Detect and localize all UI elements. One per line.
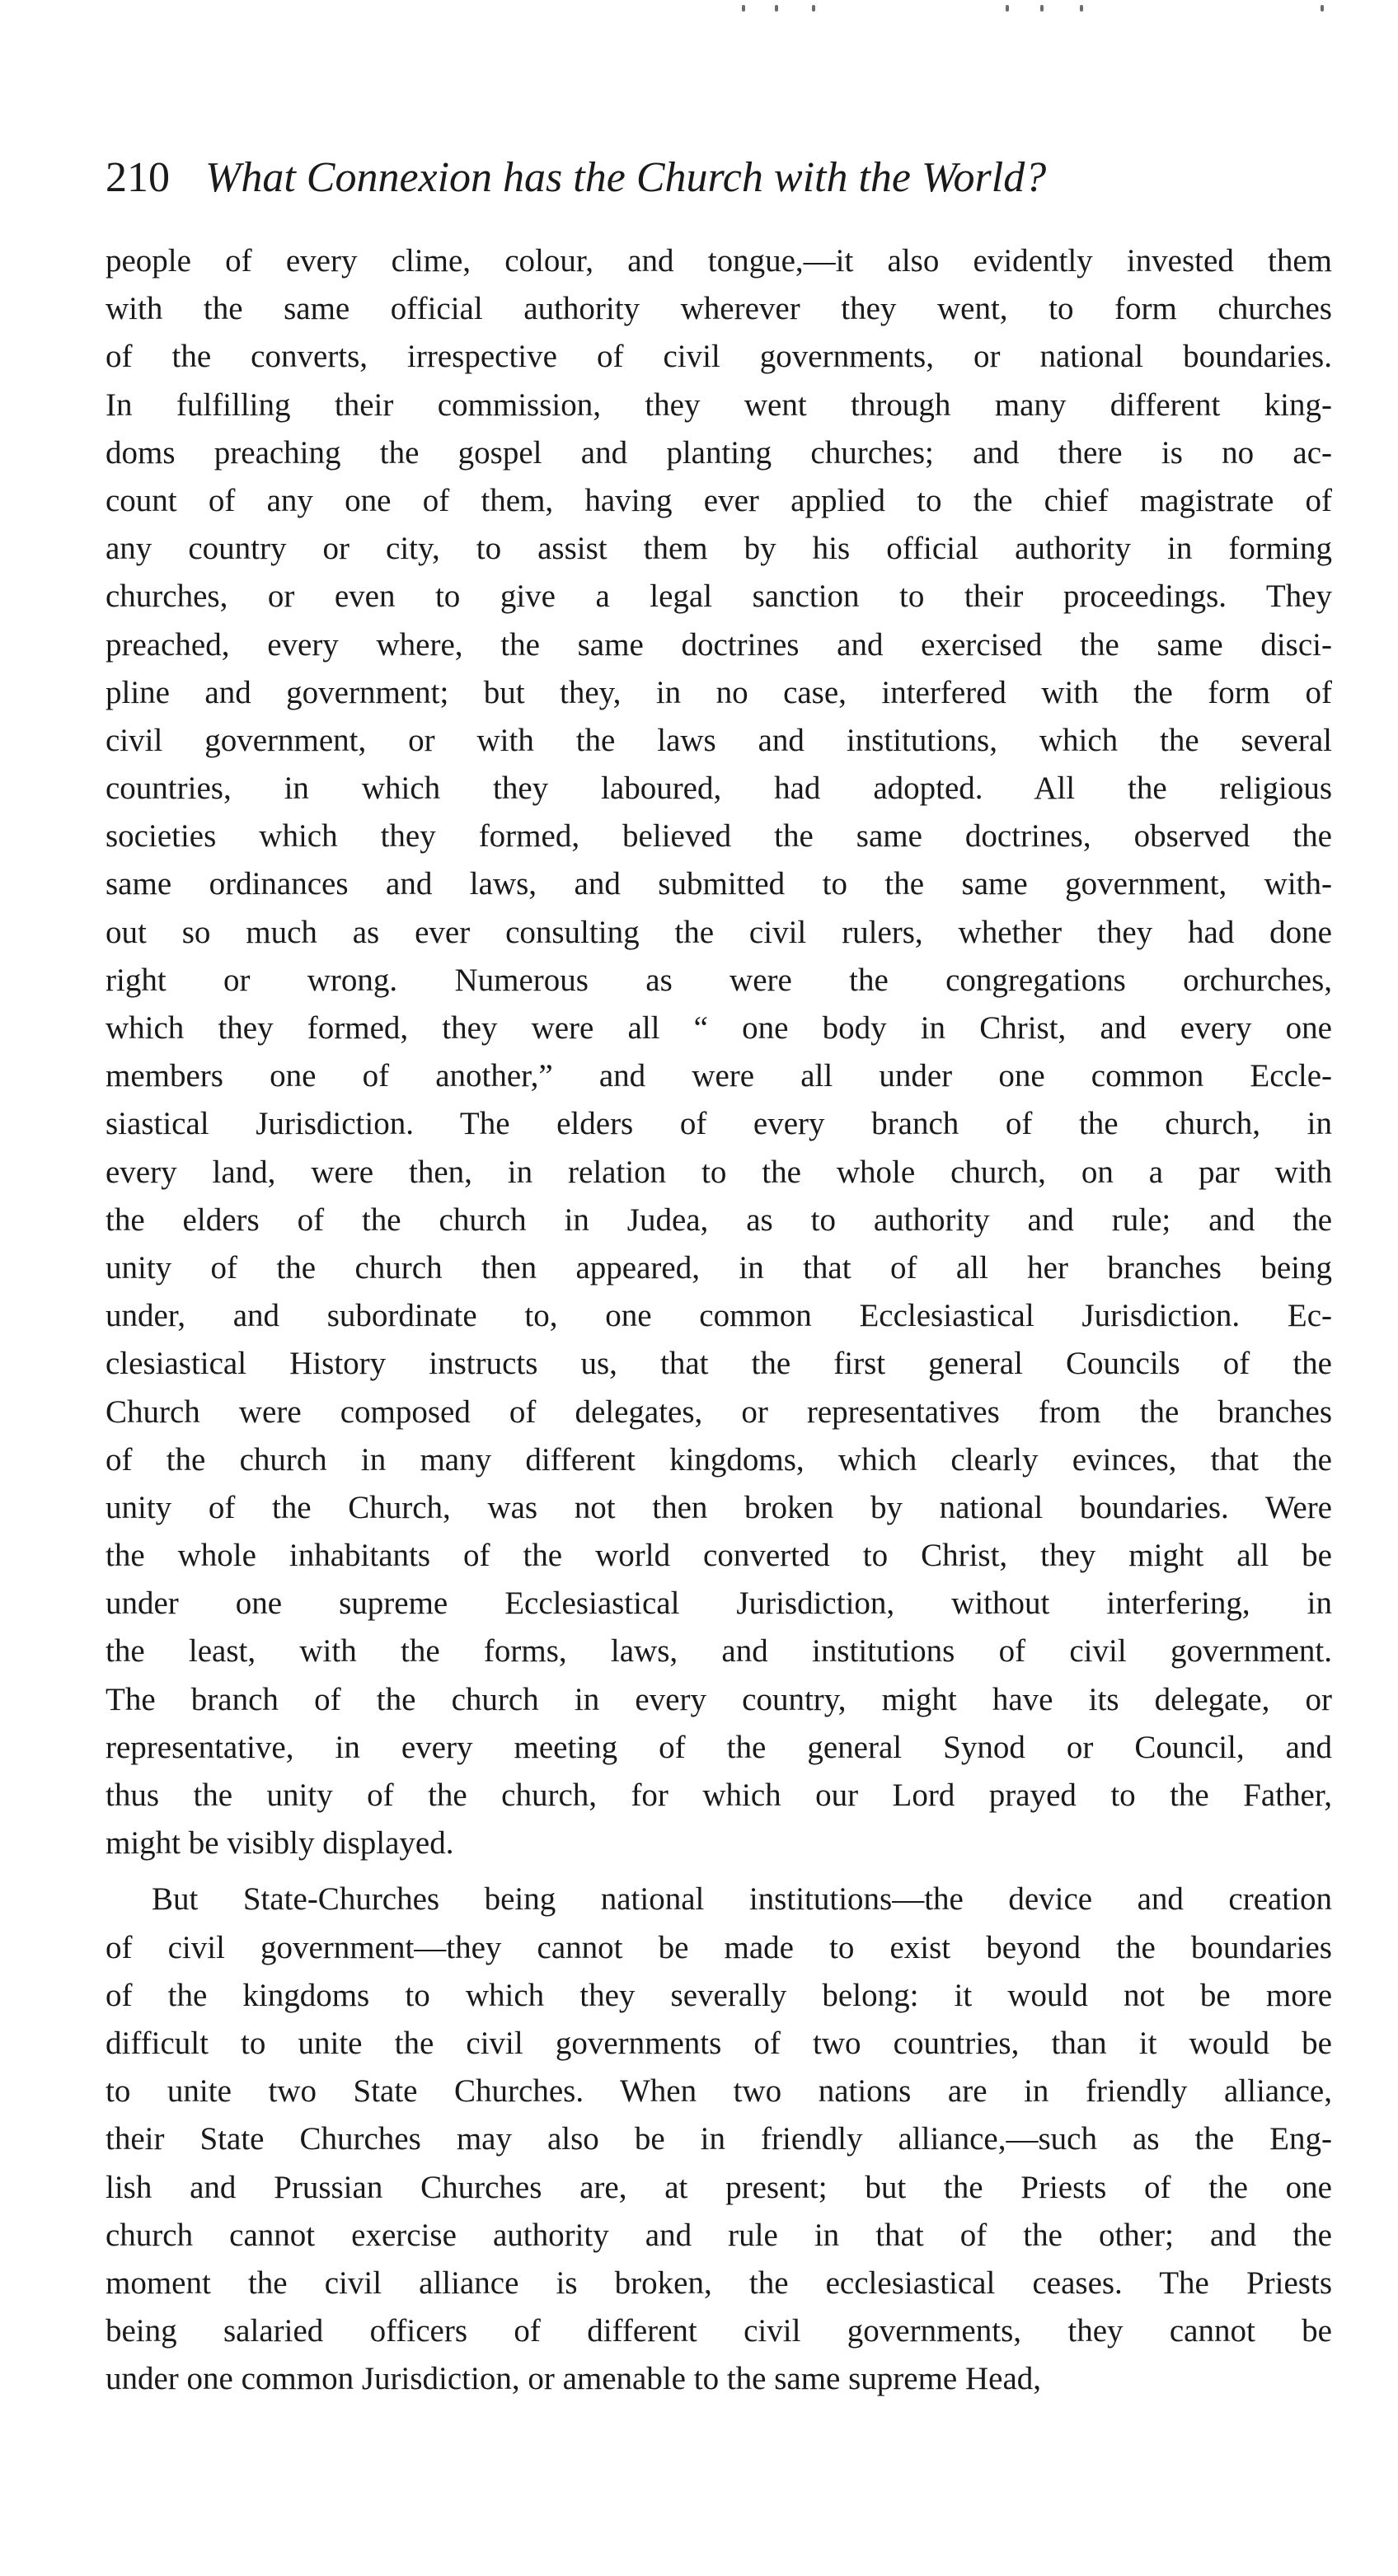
scan-speck bbox=[1040, 5, 1044, 12]
text-line: the elders of the church in Judea, as to authority and rule; and the bbox=[106, 1201, 1332, 1238]
text-line: out so much as ever consulting the civil rulers, whether they had done bbox=[106, 914, 1332, 950]
text-line: with the same official authority wherever they went, to form churches bbox=[106, 291, 1332, 327]
paragraph bbox=[106, 237, 1332, 1867]
text-line: churches, or even to give a legal sanction to their proceedings. They bbox=[106, 578, 1332, 615]
scan-speck bbox=[1006, 5, 1009, 12]
text-line: moment the civil alliance is broken, the ecclesiastical ceases. The Priests bbox=[106, 2265, 1332, 2301]
text-line: difficult to unite the civil governments of two countries, than it would be bbox=[106, 2025, 1332, 2061]
paragraph bbox=[106, 1876, 1332, 2403]
text-line: under, and subordinate to, one common Ecclesiastical Jurisdiction. Ec- bbox=[106, 1298, 1332, 1334]
text-line: their State Churches may also be in friendly alliance,—such as the Eng- bbox=[106, 2121, 1332, 2157]
text-line: count of any one of them, having ever applied to the chief magistrate of bbox=[106, 482, 1332, 518]
scan-speck bbox=[812, 5, 815, 12]
text-line: of the kingdoms to which they severally belong: it would not be more bbox=[106, 1977, 1332, 2013]
text-line: church cannot exercise authority and rule in that of the other; and the bbox=[106, 2217, 1332, 2253]
text-line: countries, in which they laboured, had adopted. All the religious bbox=[106, 770, 1332, 807]
text-line: the whole inhabitants of the world converted to Christ, they might all be bbox=[106, 1538, 1332, 1574]
text-line: which they formed, they were all “ one body in Christ, and every one bbox=[106, 1010, 1332, 1046]
text-line: members one of another,” and were all under one common Eccle- bbox=[106, 1058, 1332, 1094]
text-line: societies which they formed, believed the same doctrines, observed the bbox=[106, 818, 1332, 855]
text-line: pline and government; but they, in no case, interfered with the form of bbox=[106, 674, 1332, 710]
text-line: unity of the church then appeared, in that of all her branches being bbox=[106, 1249, 1332, 1286]
text-line: right or wrong. Numerous as were the congregations orchurches, bbox=[106, 962, 1332, 998]
text-line: the least, with the forms, laws, and institutions of civil government. bbox=[106, 1633, 1332, 1670]
text-line: under one common Jurisdiction, or amenable to the same supreme Head, bbox=[106, 2361, 1041, 2397]
text-line: civil government, or with the laws and institutions, which the several bbox=[106, 722, 1332, 758]
text-line: clesiastical History instructs us, that the first general Councils of the bbox=[106, 1346, 1332, 1382]
text-line: thus the unity of the church, for which our Lord prayed to the Father, bbox=[106, 1777, 1332, 1813]
text-line: preached, every where, the same doctrines and exercised the same disci- bbox=[106, 626, 1332, 663]
text-line: representative, in every meeting of the general Synod or Council, and bbox=[106, 1729, 1332, 1765]
text-line: to unite two State Churches. When two nations are in friendly alliance, bbox=[106, 2073, 1332, 2110]
text-line: lish and Prussian Churches are, at present; but the Priests of the one bbox=[106, 2169, 1332, 2205]
text-line: of the church in many different kingdoms, which clearly evinces, that the bbox=[106, 1441, 1332, 1478]
text-line: In fulfilling their commission, they went through many different king- bbox=[106, 386, 1332, 423]
text-line: siastical Jurisdiction. The elders of every branch of the church, in bbox=[106, 1106, 1332, 1142]
page-title: What Connexion has the Church with the World? bbox=[205, 154, 1047, 201]
text-line: every land, were then, in relation to the whole church, on a par with bbox=[106, 1154, 1332, 1190]
text-line: under one supreme Ecclesiastical Jurisdiction, without interfering, in bbox=[106, 1585, 1332, 1622]
text-line: unity of the Church, was not then broken by national boundaries. Were bbox=[106, 1489, 1332, 1525]
scan-speck bbox=[742, 5, 745, 12]
page-number: 210 bbox=[106, 154, 170, 201]
text-line: might be visibly displayed. bbox=[106, 1825, 454, 1862]
running-head bbox=[106, 145, 1325, 211]
text-line: people of every clime, colour, and tongue,—it also evidently invested them bbox=[106, 243, 1332, 279]
paragraph-gap bbox=[106, 1867, 1332, 1876]
scan-speck bbox=[1321, 5, 1324, 12]
text-line: any country or city, to assist them by his official authority in forming bbox=[106, 531, 1332, 567]
text-line: doms preaching the gospel and planting churches; and there is no ac- bbox=[106, 434, 1332, 471]
scan-speck bbox=[775, 5, 778, 12]
body-text bbox=[106, 237, 1332, 2403]
text-line: of civil government—they cannot be made to exist beyond the boundaries bbox=[106, 1929, 1332, 1965]
scan-speck bbox=[1080, 5, 1083, 12]
text-line: But State-Churches being national institutions—the device and creation bbox=[152, 1881, 1332, 1918]
text-line: Church were composed of delegates, or representatives from the branches bbox=[106, 1393, 1332, 1430]
text-line: same ordinances and laws, and submitted to the same government, with- bbox=[106, 866, 1332, 902]
text-line: being salaried officers of different civil governments, they cannot be bbox=[106, 2313, 1332, 2349]
text-line: of the converts, irrespective of civil governments, or national boundaries. bbox=[106, 339, 1332, 375]
text-line: The branch of the church in every country, might have its delegate, or bbox=[106, 1681, 1332, 1717]
